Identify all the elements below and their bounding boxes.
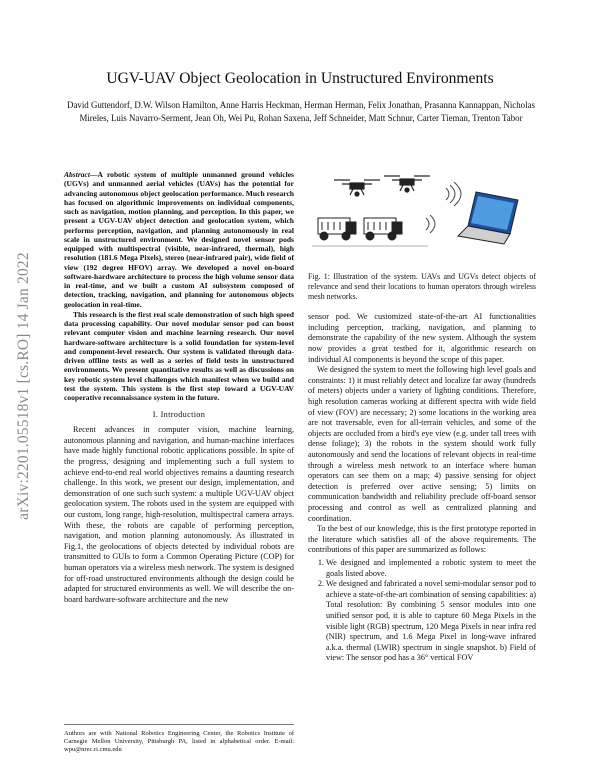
contributions-list	[308, 558, 536, 664]
right-paragraph-1: sensor pod. We customized state-of-the-art AI functionalities including perception, tracking, navigation, and planning to demonstrate the capability of the new system. Although the system now provides a great testbed for it, algorithmic research on individual AI components is beyond the scope of this paper.	[308, 312, 536, 364]
abstract-dash: —	[90, 170, 98, 179]
figure-drawing	[308, 170, 536, 264]
ground-vehicle-icon	[318, 218, 356, 240]
abstract-paragraph-1	[64, 170, 294, 309]
list-item: 2. We designed and fabricated a novel semi-modular sensor pod to achieve a state-of-the-art combination of sensing capabilities: a) Total resolution: By combining 5 sensor modules into one unified sensor pod, it is able to capture 60 Mega Pixels in the visible light (RGB) spectrum, 120 Mega Pixels in near infra red (NIR) spectrum, and 1.6 Mega Pixel in long-wave infrared a.k.a. thermal (LWIR) spectrum in single snapshot. b) Field of view: The sensor pod has a 36° vertical FOV	[326, 579, 536, 664]
left-column	[64, 170, 294, 605]
ground-vehicle-icon	[364, 218, 402, 240]
intro-paragraph: Recent advances in computer vision, machine learning, autonomous planning and navigation, and human-machine interfaces have made highly functional robotic applications possible. In spite of the progress, designing and implementing such a full system to achieve end-to-end real world objectives remains a daunting research challenge. In this work, we present our design, implementation, and demonstration of one such such system: a multiple UGV-UAV object geolocation system. The robots used in the system are equipped with our custom, long range, high-resolution, multispectral camera arrays. With these, the robots are capable of performing perception, navigation, and motion planning autonomously. As illustrated in Fig.1, the geolocations of objects detected by individual robots are transmitted to GUIs to form a Common Operating Picture (COP) for human operators via a wireless mesh network. The system is designed for off-road unstructured environments although the design could be adapted for structured environments as well. We will describe the on-board hardware-software architecture and the new	[64, 425, 294, 604]
right-paragraph-2: We designed the system to meet the following high level goals and constraints: 1) it must reliably detect and localize far away (hundreds of meters) objects under a variety of lighting conditions. Therefore, high resolution cameras working at different spectra with wide field of view (FOV) are necessary; 2) some locations in the working area are not traversable, even for all-terrain vehicles, and some of the objects are occluded from a bird's eye view (e.g. under tall trees with dense foliage); 3) the robots in the system should work fully autonomously and send the locations of relevant objects in real-time through a wireless mesh network to an interface where human operators can see them on a map; 4) passive sensing for object detection is preferred over active sensing; 5) limits on communication bandwidth and reliability preclude off-board sensor processing and control as well as centralized planning and coordination.	[308, 365, 536, 523]
abstract-text-1: A robotic system of multiple unmanned ground vehicles (UGVs) and unmanned aerial vehicles (UAVs) has the potential for advancing autonomous object geolocation performance. Much research has focused on algorithmic improvements on individual components, such as navigation, motion planning, and perception. In this paper, we present a UGV-UAV object detection and geolocation system, which performs perception, navigation, and planning autonomously in real scale in unstructured environment. We designed novel sensor pods equipped with multispectral (visible, near-infrared, thermal), high resolution (181.6 Mega Pixels), stereo (near-infrared pair), wide field of view (192 degree HFOV) array. We developed a novel on-board software-hardware architecture to process the high volume sensor data in real-time, and we built a custom AI subsystem composed of detection, tracking, navigation, and planning for autonomous objects geolocation in real-time.	[64, 170, 294, 309]
figure-caption: Fig. 1: Illustration of the system. UAVs and UGVs detect objects of relevance and send their locations to human operators through wireless mesh networks.	[308, 272, 536, 302]
arxiv-id: arXiv:2201.05518v1 [cs.RO] 14 Jan 2022	[15, 252, 32, 520]
section-heading-introduction: I. Introduction	[152, 410, 206, 420]
author-list: David Guttendorf, D.W. Wilson Hamilton, Anne Harris Heckman, Herman Herman, Felix Jonathan, Prasanna Kannappan, Nicholas Mireles, Luis Navarro-Serment, Jean Oh, Wei Pu, Rohan Saxena, Jeff Schneider, Matt Schnur, Carter Tieman, Trenton Tabor	[67, 100, 535, 124]
wireless-signal-icon	[426, 182, 461, 233]
right-column	[308, 170, 536, 664]
system-illustration-figure	[308, 170, 536, 264]
list-item: 1. We designed and implemented a robotic system to meet the goals listed above.	[326, 558, 536, 579]
abstract-label: Abstract	[64, 170, 90, 179]
arxiv-stamp	[2, 196, 46, 576]
drone-icon	[384, 176, 430, 192]
drone-icon	[334, 180, 380, 196]
paper-title: UGV-UAV Object Geolocation in Unstructured Environments	[106, 70, 494, 87]
author-footnote: Authors are with National Robotics Engineering Center, the Robotics Institute of Carnegie Mellon University, Pittsburgh PA, listed in alphabetical order. E-mail: wpu@nrec.ri.cmu.edu	[64, 724, 294, 755]
abstract-paragraph-2: This research is the first real scale demonstration of such high speed data processing capability. Our novel modular sensor pod can boost relevant computer vision and machine learning research. Our novel hardware-software architecture is a solid foundation for system-level and component-level research. Our system is validated through data-driven offline tests as well as a series of field tests in unstructured environments. We present quantitative results as well as discussions on key robotic system level challenges which manifest when we build and test the system. This system is the first step toward a UGV-UAV cooperative reconnaissance system in the future.	[64, 309, 294, 402]
laptop-icon	[458, 192, 518, 244]
right-paragraph-3: To the best of our knowledge, this is the first prototype reported in the literature which satisfies all of the above requirements. The contributions of this paper are summarized as follows:	[308, 524, 536, 555]
